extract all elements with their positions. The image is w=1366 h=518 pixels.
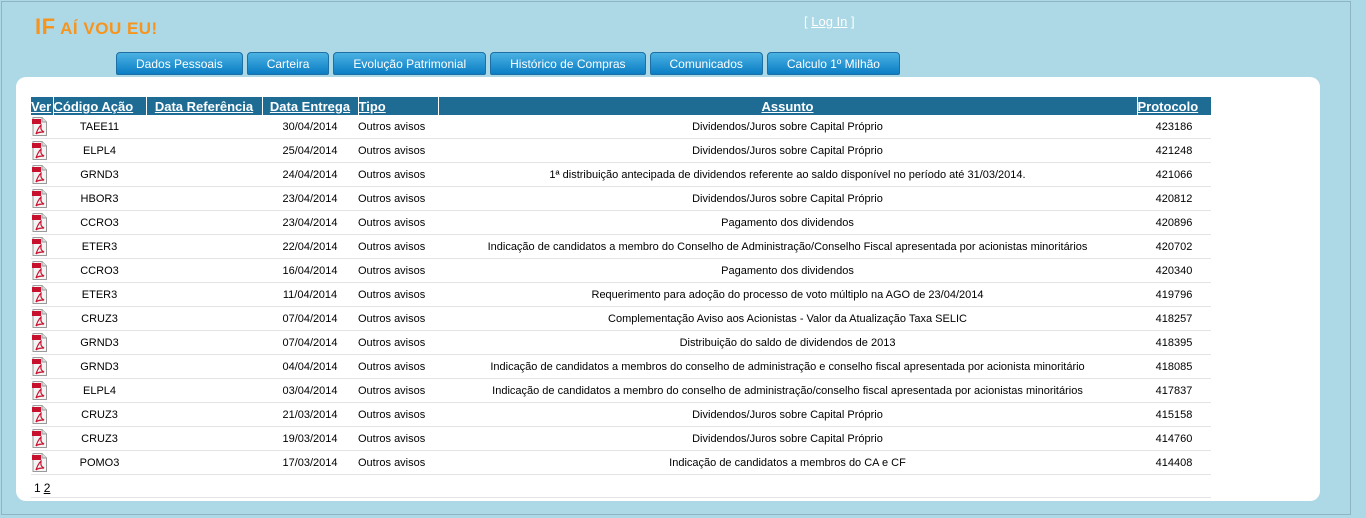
row-tipo: Outros avisos [358, 115, 438, 139]
row-data-referencia [146, 451, 262, 475]
row-view-cell[interactable] [31, 427, 53, 451]
row-assunto: Dividendos/Juros sobre Capital Próprio [438, 115, 1137, 139]
row-data-entrega: 07/04/2014 [262, 331, 358, 355]
row-data-entrega: 16/04/2014 [262, 259, 358, 283]
row-view-cell[interactable] [31, 163, 53, 187]
row-protocolo: 417837 [1137, 379, 1211, 403]
pdf-icon[interactable] [32, 429, 47, 448]
table-row [31, 307, 1211, 331]
main-menu [116, 52, 900, 75]
col-header-protocolo[interactable]: Protocolo [1137, 97, 1211, 115]
row-protocolo: 418257 [1137, 307, 1211, 331]
row-data-referencia [146, 259, 262, 283]
row-data-referencia [146, 187, 262, 211]
table-bottom-line [31, 497, 1211, 498]
row-protocolo: 421066 [1137, 163, 1211, 187]
row-codigo: TAEE11 [53, 115, 146, 139]
row-protocolo: 420812 [1137, 187, 1211, 211]
row-assunto: Distribuição do saldo de dividendos de 2013 [438, 331, 1137, 355]
row-tipo: Outros avisos [358, 139, 438, 163]
login-close-bracket: ] [847, 14, 855, 29]
table-row [31, 427, 1211, 451]
row-data-referencia [146, 115, 262, 139]
row-view-cell[interactable] [31, 139, 53, 163]
table-header-row [31, 97, 1211, 115]
tab-evolucao-patrimonial[interactable]: Evolução Patrimonial [333, 52, 486, 75]
table-row [31, 451, 1211, 475]
row-data-entrega: 17/03/2014 [262, 451, 358, 475]
row-view-cell[interactable] [31, 259, 53, 283]
tab-dados-pessoais[interactable]: Dados Pessoais [116, 52, 243, 75]
pagination [34, 481, 50, 495]
row-assunto: Pagamento dos dividendos [438, 259, 1137, 283]
content-panel [16, 77, 1320, 501]
row-tipo: Outros avisos [358, 187, 438, 211]
table-row [31, 331, 1211, 355]
row-tipo: Outros avisos [358, 235, 438, 259]
row-data-referencia [146, 379, 262, 403]
col-header-ver[interactable]: Ver [31, 98, 52, 114]
row-codigo: CCRO3 [53, 211, 146, 235]
pdf-icon[interactable] [32, 165, 47, 184]
pdf-icon[interactable] [32, 141, 47, 160]
row-data-entrega: 23/04/2014 [262, 211, 358, 235]
row-view-cell[interactable] [31, 403, 53, 427]
table-row [31, 355, 1211, 379]
comunicados-table [31, 97, 1212, 475]
row-tipo: Outros avisos [358, 163, 438, 187]
row-data-referencia [146, 283, 262, 307]
row-data-entrega: 25/04/2014 [262, 139, 358, 163]
row-codigo: ETER3 [53, 235, 146, 259]
row-codigo: HBOR3 [53, 187, 146, 211]
col-header-tipo[interactable]: Tipo [358, 97, 438, 115]
row-protocolo: 418085 [1137, 355, 1211, 379]
row-codigo: GRND3 [53, 163, 146, 187]
row-tipo: Outros avisos [358, 451, 438, 475]
row-assunto: Pagamento dos dividendos [438, 211, 1137, 235]
col-header-data-referencia[interactable]: Data Referência [146, 97, 262, 115]
row-view-cell[interactable] [31, 355, 53, 379]
pdf-icon[interactable] [32, 309, 47, 328]
row-data-referencia [146, 163, 262, 187]
row-view-cell[interactable] [31, 307, 53, 331]
row-protocolo: 423186 [1137, 115, 1211, 139]
row-assunto: Indicação de candidatos a membros do CA e CF [438, 451, 1137, 475]
row-assunto: Complementação Aviso aos Acionistas - Valor da Atualização Taxa SELIC [438, 307, 1137, 331]
row-codigo: GRND3 [53, 331, 146, 355]
row-assunto: Indicação de candidatos a membros do conselho de administração e conselho fiscal apresentada por acionista minoritário [438, 355, 1137, 379]
row-data-entrega: 04/04/2014 [262, 355, 358, 379]
tab-carteira[interactable]: Carteira [247, 52, 330, 75]
tab-historico-compras[interactable]: Histórico de Compras [490, 52, 645, 75]
row-assunto: 1ª distribuição antecipada de dividendos referente ao saldo disponível no período até 31/03/2014. [438, 163, 1137, 187]
col-header-data-entrega[interactable]: Data Entrega [262, 97, 358, 115]
pdf-icon[interactable] [32, 357, 47, 376]
row-view-cell[interactable] [31, 331, 53, 355]
table-row [31, 403, 1211, 427]
row-data-referencia [146, 331, 262, 355]
row-data-entrega: 11/04/2014 [262, 283, 358, 307]
row-codigo: CRUZ3 [53, 427, 146, 451]
row-assunto: Indicação de candidatos a membro do conselho de administração/conselho fiscal apresentada por acionistas minoritários [438, 379, 1137, 403]
row-tipo: Outros avisos [358, 307, 438, 331]
pdf-icon[interactable] [32, 285, 47, 304]
pdf-icon[interactable] [32, 237, 47, 256]
row-protocolo: 418395 [1137, 331, 1211, 355]
row-data-entrega: 03/04/2014 [262, 379, 358, 403]
row-protocolo: 415158 [1137, 403, 1211, 427]
pdf-icon[interactable] [32, 405, 47, 424]
row-data-entrega: 21/03/2014 [262, 403, 358, 427]
table-row [31, 211, 1211, 235]
row-codigo: CRUZ3 [53, 403, 146, 427]
row-assunto: Dividendos/Juros sobre Capital Próprio [438, 427, 1137, 451]
table-row [31, 283, 1211, 307]
row-codigo: POMO3 [53, 451, 146, 475]
row-assunto: Indicação de candidatos a membro do Conselho de Administração/Conselho Fiscal apresentada por acionistas minoritários [438, 235, 1137, 259]
row-protocolo: 414408 [1137, 451, 1211, 475]
row-view-cell[interactable] [31, 187, 53, 211]
logo-part2: AÍ VOU EU! [55, 19, 158, 38]
row-codigo: CRUZ3 [53, 307, 146, 331]
row-data-referencia [146, 403, 262, 427]
page-current: 1 [34, 481, 41, 495]
row-assunto: Dividendos/Juros sobre Capital Próprio [438, 187, 1137, 211]
row-tipo: Outros avisos [358, 403, 438, 427]
row-data-referencia [146, 235, 262, 259]
row-data-referencia [146, 355, 262, 379]
row-data-entrega: 19/03/2014 [262, 427, 358, 451]
row-tipo: Outros avisos [358, 379, 438, 403]
pdf-icon[interactable] [32, 381, 47, 400]
row-tipo: Outros avisos [358, 259, 438, 283]
row-data-entrega: 23/04/2014 [262, 187, 358, 211]
row-tipo: Outros avisos [358, 355, 438, 379]
col-header-codigo[interactable]: Código Ação [53, 97, 146, 115]
row-protocolo: 421248 [1137, 139, 1211, 163]
row-assunto: Dividendos/Juros sobre Capital Próprio [438, 139, 1137, 163]
row-data-entrega: 30/04/2014 [262, 115, 358, 139]
login-area [804, 14, 855, 29]
row-assunto: Dividendos/Juros sobre Capital Próprio [438, 403, 1137, 427]
row-tipo: Outros avisos [358, 283, 438, 307]
col-header-assunto[interactable]: Assunto [438, 97, 1137, 115]
site-logo[interactable] [35, 14, 158, 40]
row-tipo: Outros avisos [358, 211, 438, 235]
table-row [31, 187, 1211, 211]
table-row [31, 163, 1211, 187]
tab-comunicados[interactable]: Comunicados [650, 52, 763, 75]
row-tipo: Outros avisos [358, 331, 438, 355]
row-data-entrega: 22/04/2014 [262, 235, 358, 259]
row-view-cell[interactable] [31, 211, 53, 235]
table-row [31, 139, 1211, 163]
pdf-icon[interactable] [32, 189, 47, 208]
row-view-cell[interactable] [31, 235, 53, 259]
row-assunto: Requerimento para adoção do processo de voto múltiplo na AGO de 23/04/2014 [438, 283, 1137, 307]
table-row [31, 259, 1211, 283]
login-open-bracket: [ [804, 14, 812, 29]
pdf-icon[interactable] [32, 261, 47, 280]
row-codigo: ETER3 [53, 283, 146, 307]
row-protocolo: 414760 [1137, 427, 1211, 451]
row-tipo: Outros avisos [358, 427, 438, 451]
row-codigo: ELPL4 [53, 139, 146, 163]
table-row [31, 115, 1211, 139]
row-data-referencia [146, 139, 262, 163]
row-protocolo: 420896 [1137, 211, 1211, 235]
tab-calculo-milhao[interactable]: Calculo 1º Milhão [767, 52, 900, 75]
login-link[interactable]: Log In [811, 14, 848, 29]
pdf-icon[interactable] [32, 333, 47, 352]
row-view-cell[interactable] [31, 451, 53, 475]
row-data-referencia [146, 211, 262, 235]
pdf-icon[interactable] [32, 213, 47, 232]
row-protocolo: 419796 [1137, 283, 1211, 307]
row-codigo: CCRO3 [53, 259, 146, 283]
logo-part1: IF [35, 14, 56, 39]
row-data-referencia [146, 427, 262, 451]
row-view-cell[interactable] [31, 379, 53, 403]
page-link-2[interactable]: 2 [43, 481, 51, 495]
row-view-cell[interactable] [31, 115, 53, 139]
row-codigo: ELPL4 [53, 379, 146, 403]
row-codigo: GRND3 [53, 355, 146, 379]
row-protocolo: 420340 [1137, 259, 1211, 283]
row-data-entrega: 07/04/2014 [262, 307, 358, 331]
row-data-entrega: 24/04/2014 [262, 163, 358, 187]
row-data-referencia [146, 307, 262, 331]
row-protocolo: 420702 [1137, 235, 1211, 259]
row-view-cell[interactable] [31, 283, 53, 307]
pdf-icon[interactable] [32, 453, 47, 472]
table-row [31, 235, 1211, 259]
pdf-icon[interactable] [32, 117, 47, 136]
table-row [31, 379, 1211, 403]
